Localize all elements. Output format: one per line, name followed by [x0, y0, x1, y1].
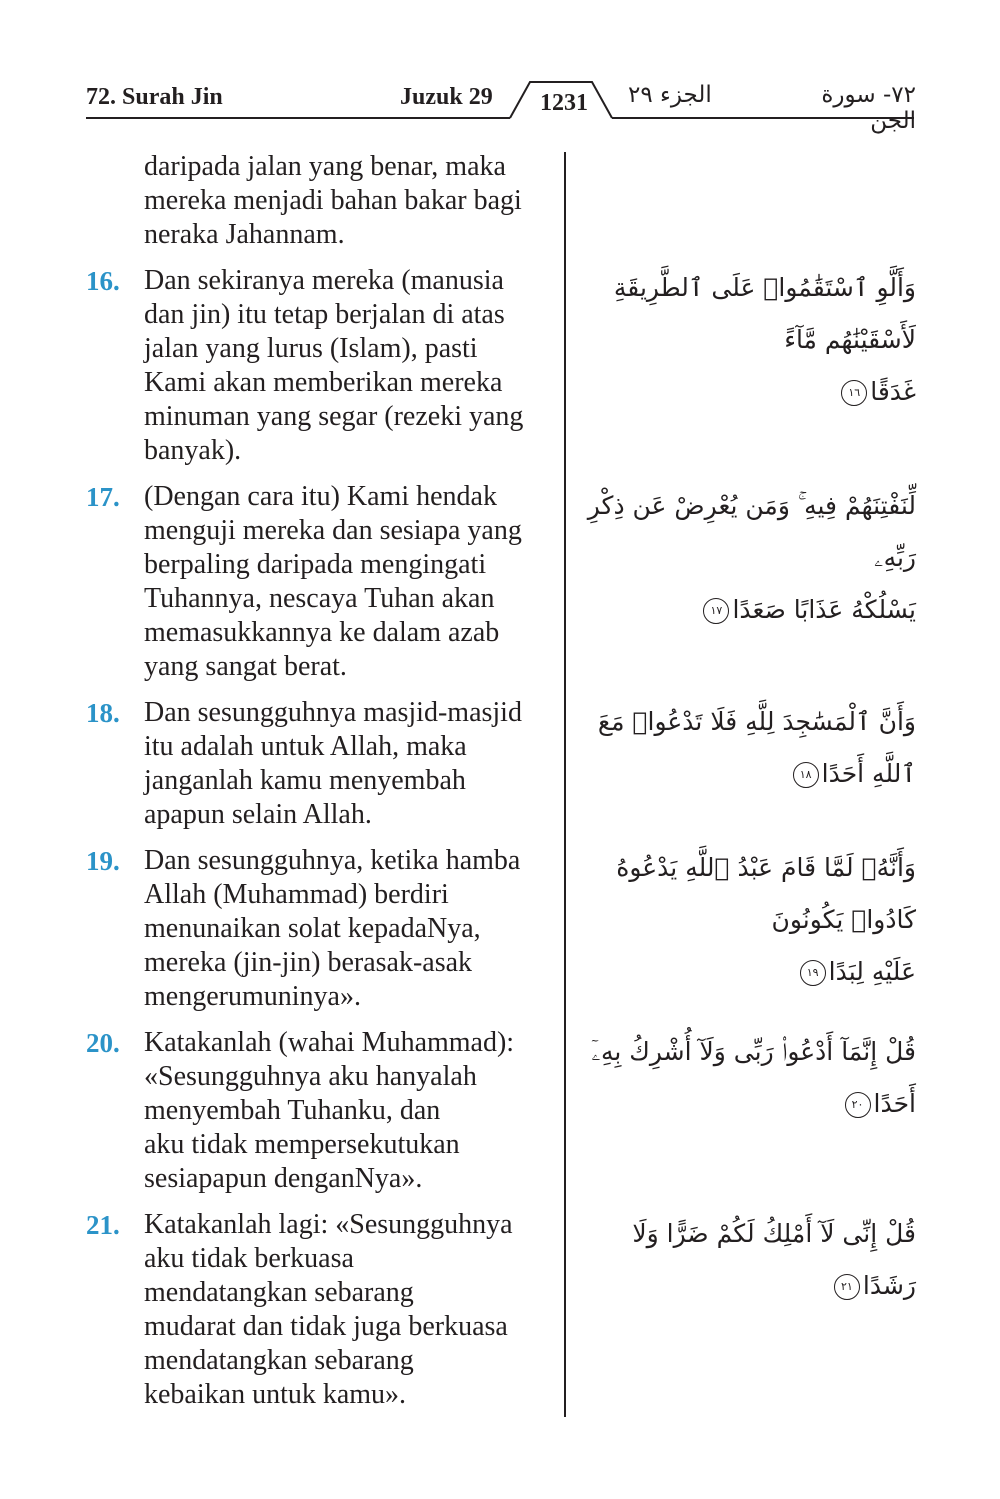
arabic-verse-21	[586, 1208, 916, 1312]
verse-18	[86, 696, 556, 832]
verse-number: 19.	[86, 846, 120, 876]
arabic-text: قُلْ إِنِّى لَآ أَمْلِكُ لَكُمْ ضَرًّا وَلَا رَشَدًا	[632, 1219, 916, 1300]
verse-19	[86, 844, 556, 1014]
arabic-verse-20	[586, 1026, 916, 1130]
continuation-translation: daripada jalan yang benar, maka mereka menjadi bahan bakar bagi neraka Jahannam.	[144, 151, 522, 250]
arabic-verse-19	[586, 842, 916, 998]
page-header	[0, 0, 1000, 134]
verse-end-marker: ١٦	[841, 380, 867, 406]
verse-translation: Dan sesungguhnya, ketika hamba Allah (Muhammad) berdiri menunaikan solat kepadaNya, mereka (jin-jin) berasak-asak mengerumuninya».	[144, 845, 521, 1012]
verse-translation: Dan sekiranya mereka (manusia dan jin) itu tetap berjalan di atas jalan yang lurus (Islam), pasti Kami akan memberikan mereka minuman yang segar (rezeki yang banyak).	[144, 265, 524, 466]
column-divider	[564, 152, 566, 1417]
verse-number: 16.	[86, 266, 120, 296]
page-number: 1231	[540, 90, 588, 116]
verse-16	[86, 264, 556, 468]
arabic-text: لِّنَفْتِنَهُمْ فِيهِ ۚ وَمَن يُعْرِضْ عَن ذِكْرِ رَبِّهِۦ يَسْلُكْهُ عَذَابًا صَعَدًا	[587, 491, 916, 624]
verse-translation: Katakanlah (wahai Muhammad): «Sesungguhnya aku hanyalah menyembah Tuhanku, dan aku tidak mempersekutukan sesiapapun denganNya».	[144, 1027, 515, 1194]
verse-end-marker: ٢١	[834, 1274, 860, 1300]
verse-end-marker: ٢٠	[845, 1092, 871, 1118]
verse-20	[86, 1026, 556, 1196]
verse-end-marker: ١٩	[800, 960, 826, 986]
verse-end-marker: ١٧	[703, 598, 729, 624]
verse-translation: (Dengan cara itu) Kami hendak menguji mereka dan sesiapa yang berpaling daripada mengingati Tuhannya, nescaya Tuhan akan memasukkannya ke dalam azab yang sangat berat.	[144, 481, 522, 682]
verse-17	[86, 480, 556, 684]
translation-column	[86, 150, 556, 1424]
juz-label-latin: Juzuk 29	[400, 84, 493, 110]
arabic-text: وَأَنَّهُۥ لَمَّا قَامَ عَبْدُ ٱللَّهِ يَدْعُوهُ كَادُوا۟ يَكُونُونَ عَلَيْهِ لِبَدًا	[616, 853, 916, 986]
surah-title-latin: 72. Surah Jin	[86, 84, 223, 110]
verse-number: 21.	[86, 1210, 120, 1240]
arabic-text: وَأَلَّوِ ٱسْتَقَٰمُوا۟ عَلَى ٱلطَّرِيقَةِ لَأَسْقَيْنَٰهُم مَّآءً غَدَقًا	[613, 273, 916, 406]
verse-translation: Dan sesungguhnya masjid-masjid itu adalah untuk Allah, maka janganlah kamu menyembah apapun selain Allah.	[144, 697, 522, 830]
continuation-text	[86, 150, 556, 252]
verse-number: 18.	[86, 698, 120, 728]
verse-end-marker: ١٨	[793, 762, 819, 788]
surah-title-arabic: ٧٢- سورة الجن	[821, 82, 916, 134]
verse-translation: Katakanlah lagi: «Sesungguhnya aku tidak berkuasa mendatangkan sebarang mudarat dan tidak juga berkuasa mendatangkan sebarang kebaikan untuk kamu».	[144, 1209, 513, 1410]
arabic-text: قُلْ إِنَّمَآ أَدْعُوا۟ رَبِّى وَلَآ أُشْرِكُ بِهِۦٓ أَحَدًا	[591, 1037, 916, 1118]
arabic-verse-17	[586, 480, 916, 636]
arabic-text: وَأَنَّ ٱلْمَسَٰجِدَ لِلَّهِ فَلَا تَدْعُوا۟ مَعَ ٱللَّهِ أَحَدًا	[597, 707, 916, 788]
arabic-verse-16	[586, 262, 916, 418]
verse-number: 17.	[86, 482, 120, 512]
verse-number: 20.	[86, 1028, 120, 1058]
arabic-verse-18	[586, 696, 916, 800]
juz-label-arabic: الجزء ٢٩	[628, 82, 712, 108]
verse-21	[86, 1208, 556, 1412]
